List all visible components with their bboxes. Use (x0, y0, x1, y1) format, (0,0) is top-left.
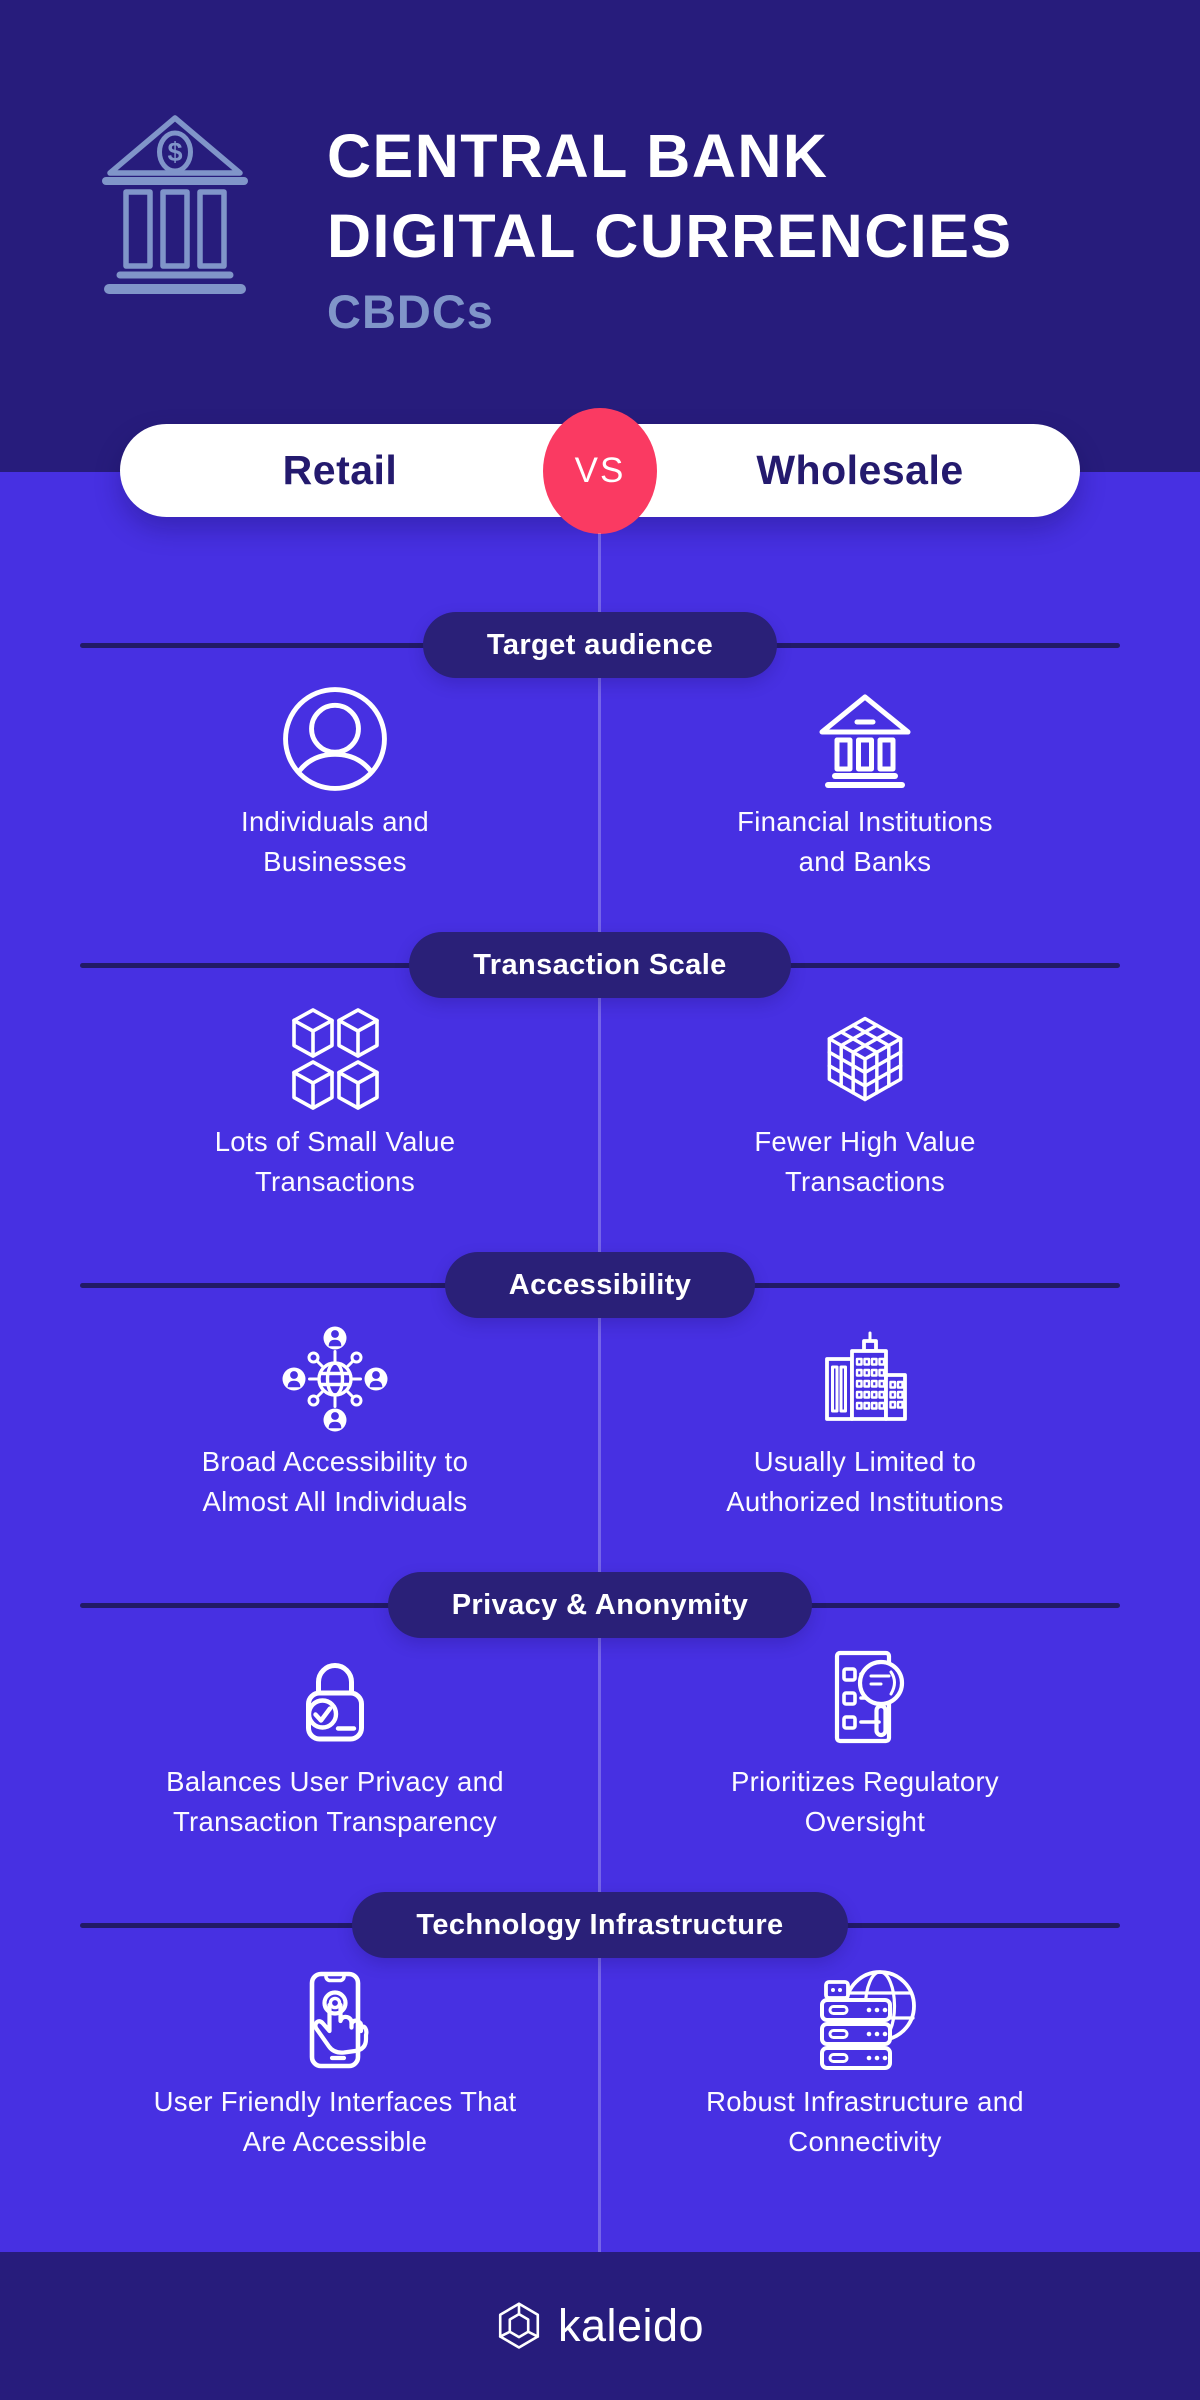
retail-item (55, 1964, 615, 2162)
wholesale-item (585, 1964, 1145, 2162)
page-subtitle: CBDCs (327, 285, 494, 338)
bank-columns-icon (585, 684, 1145, 794)
rubiks-cube-icon (585, 1004, 1145, 1114)
item-caption: Individuals and Businesses (241, 806, 429, 877)
kaleido-logo-icon (496, 2301, 542, 2351)
wholesale-item (585, 1324, 1145, 1522)
section-title-pill: Privacy & Anonymity (388, 1572, 813, 1638)
item-caption: Balances User Privacy and Transaction Transparency (166, 1766, 504, 1837)
comparison-sections (0, 612, 1200, 2212)
item-caption: User Friendly Interfaces That Are Accessible (153, 2086, 517, 2157)
section-technology-infrastructure (0, 1892, 1200, 2212)
section-transaction-scale (0, 932, 1200, 1252)
item-caption: Financial Institutions and Banks (737, 806, 993, 877)
section-title-pill: Target audience (423, 612, 777, 678)
city-buildings-icon (585, 1324, 1145, 1434)
padlock-check-icon (55, 1644, 615, 1754)
vs-badge: VS (543, 408, 657, 534)
document-magnifier-icon (585, 1644, 1145, 1754)
brand-wordmark: kaleido (557, 2300, 705, 2351)
user-circle-icon (55, 684, 615, 794)
section-title-pill: Technology Infrastructure (352, 1892, 847, 1958)
item-caption: Prioritizes Regulatory Oversight (731, 1766, 999, 1837)
header (0, 0, 1200, 472)
retail-label: Retail (282, 447, 398, 493)
page-title-line2: DIGITAL CURRENCIES (327, 202, 1013, 270)
wholesale-label: Wholesale (756, 447, 964, 493)
retail-item (55, 1324, 615, 1522)
wholesale-item (585, 1644, 1145, 1842)
svg-text:$: $ (167, 137, 183, 167)
server-globe-icon (585, 1964, 1145, 2074)
bank-building-icon (100, 108, 250, 308)
page-title-line1: CENTRAL BANK (327, 122, 829, 190)
small-cubes-icon (55, 1004, 615, 1114)
header-titles (327, 116, 1013, 339)
item-caption: Usually Limited to Authorized Institutions (726, 1446, 1004, 1517)
footer (0, 2252, 1200, 2400)
item-caption: Fewer High Value Transactions (754, 1126, 976, 1197)
people-network-icon (55, 1324, 615, 1434)
item-caption: Broad Accessibility to Almost All Individuals (201, 1446, 469, 1517)
section-title-pill: Transaction Scale (409, 932, 790, 998)
section-accessibility (0, 1252, 1200, 1572)
wholesale-item (585, 1004, 1145, 1202)
wholesale-item (585, 684, 1145, 882)
item-caption: Robust Infrastructure and Connectivity (706, 2086, 1024, 2157)
section-title-pill: Accessibility (445, 1252, 756, 1318)
retail-item (55, 1004, 615, 1202)
retail-item (55, 1644, 615, 1842)
section-privacy-anonymity (0, 1572, 1200, 1892)
phone-touch-icon (55, 1964, 615, 2074)
section-target-audience (0, 612, 1200, 932)
item-caption: Lots of Small Value Transactions (214, 1126, 456, 1197)
retail-item (55, 684, 615, 882)
